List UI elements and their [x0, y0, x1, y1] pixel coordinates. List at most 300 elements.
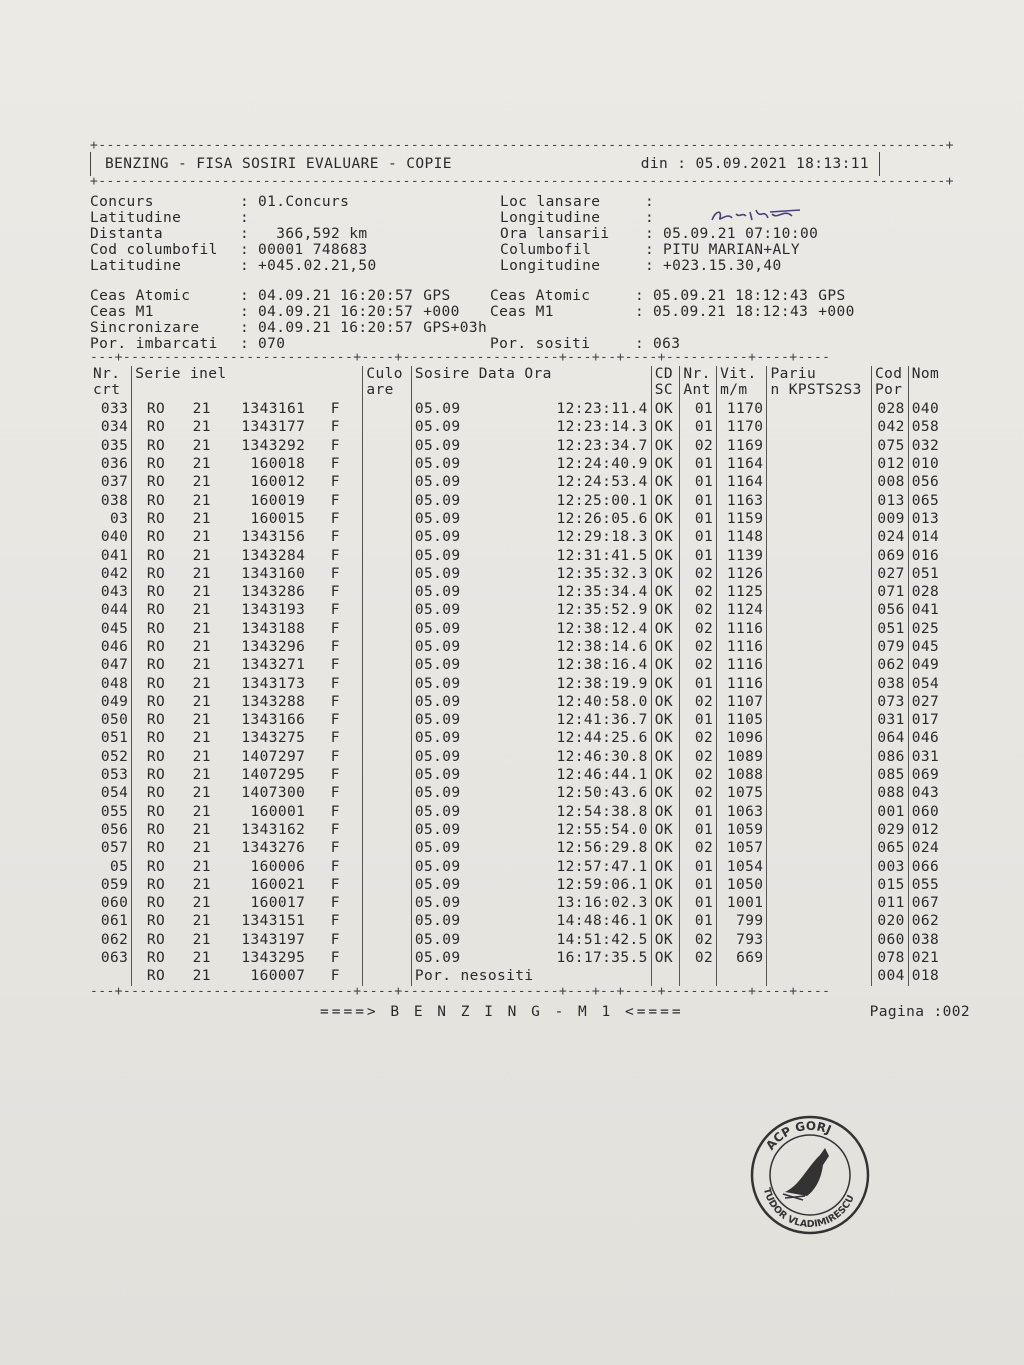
- cell-date: 05.09: [414, 767, 461, 784]
- cell-nr: 062: [90, 931, 132, 949]
- cell-sex: F: [308, 455, 363, 473]
- race-info-left-value: +045.02.21,50: [258, 258, 377, 274]
- cell-empty: [767, 729, 872, 747]
- cell-cd: OK: [651, 693, 680, 711]
- cell-empty: [767, 857, 872, 875]
- cell-sex: F: [308, 693, 363, 711]
- cell-ro: RO: [146, 895, 166, 912]
- cell-vit: 1059: [717, 821, 767, 839]
- cell-time: 12:23:14.3: [537, 418, 652, 436]
- cell-ring: 1407297: [241, 748, 306, 765]
- cell-vit: 1088: [717, 766, 767, 784]
- cell-nr: 03: [90, 510, 132, 528]
- cell-date: 05.09: [414, 602, 461, 619]
- cell-ro: RO: [146, 584, 166, 601]
- cell-ring: 1343286: [241, 584, 306, 601]
- clock-right-value: 05.09.21 18:12:43: [653, 304, 809, 320]
- cell-ring: 160001: [250, 803, 306, 820]
- cell-ring: 1343284: [241, 547, 306, 564]
- race-info-left-separator: :: [240, 226, 250, 242]
- cell-ro: RO: [146, 931, 166, 948]
- header-pariu: Pariu n KPSTS2S3: [767, 366, 872, 400]
- cell-vit: 1170: [717, 418, 767, 436]
- table-row: [90, 620, 950, 638]
- cell-ant: 02: [680, 656, 717, 674]
- cell-empty: [767, 693, 872, 711]
- header-nr-ant: Nr. Ant: [680, 366, 717, 400]
- cell-sex: F: [308, 546, 363, 564]
- cell-date: 05.09: [414, 821, 461, 838]
- cell-empty: [363, 693, 411, 711]
- header-cod: Cod Por: [871, 366, 908, 400]
- cell-vit: 1148: [717, 528, 767, 546]
- cell-sex: F: [308, 473, 363, 491]
- cell-yr: 21: [192, 858, 211, 875]
- cell-yr: 21: [192, 547, 211, 564]
- cell-date: 05.09: [414, 437, 461, 454]
- cell-ring: 1343288: [241, 693, 306, 710]
- race-info-left-label: Latitudine: [90, 210, 182, 226]
- cell-nom: 018: [911, 968, 940, 985]
- clock-left-value: 04.09.21 16:20:57: [258, 288, 414, 304]
- cell-yr: 21: [192, 474, 211, 491]
- cell-nom: 010: [911, 456, 940, 473]
- clock-left-label: Sincronizare: [90, 320, 200, 336]
- cell-date: 05.09: [414, 931, 461, 948]
- table-header-row: [90, 366, 950, 400]
- cell-ro: RO: [146, 876, 166, 893]
- table-row: [90, 565, 950, 583]
- race-info-left-separator: :: [240, 258, 250, 274]
- cell-date: 05.09: [414, 858, 461, 875]
- cell-time: [537, 967, 652, 985]
- cell-date: 05.09: [414, 675, 461, 692]
- cell-nr: 056: [90, 821, 132, 839]
- race-info-right-separator: :: [645, 226, 655, 242]
- cell-date: 05.09: [414, 657, 461, 674]
- header-serie: Serie inel: [132, 366, 363, 400]
- cell-sex: F: [308, 839, 363, 857]
- cell-ant: 02: [680, 931, 717, 949]
- cell-yr: 21: [192, 803, 211, 820]
- cell-sex: F: [308, 656, 363, 674]
- clock-left-extra: GPS+03h: [423, 320, 488, 336]
- cell-yr: 21: [192, 748, 211, 765]
- cell-vit: 1096: [717, 729, 767, 747]
- cell-ring: 1343177: [241, 419, 306, 436]
- cell-cd: OK: [651, 638, 680, 656]
- cell-empty: [363, 418, 411, 436]
- cell-date: 05.09: [414, 730, 461, 747]
- table-row: [90, 967, 950, 985]
- cell-nom: 013: [911, 510, 940, 527]
- cell-ant: 02: [680, 748, 717, 766]
- cell-time: 13:16:02.3: [537, 894, 652, 912]
- cell-time: 14:48:46.1: [537, 912, 652, 930]
- cell-ant: 01: [680, 455, 717, 473]
- cell-time: 12:46:44.1: [537, 766, 652, 784]
- cell-ro: RO: [146, 858, 166, 875]
- cell-nom: 067: [911, 895, 940, 912]
- cell-nr: 061: [90, 912, 132, 930]
- cell-yr: 21: [192, 876, 211, 893]
- cell-empty: [363, 894, 411, 912]
- cell-empty: [363, 857, 411, 875]
- cell-empty: [363, 473, 411, 491]
- cell-nr: 034: [90, 418, 132, 436]
- cell-cd: OK: [651, 729, 680, 747]
- cell-yr: 21: [192, 639, 211, 655]
- race-info-right-separator: :: [645, 194, 655, 210]
- cell-ring: 160019: [250, 492, 306, 509]
- cell-nr: 055: [90, 803, 132, 821]
- cell-empty: [363, 583, 411, 601]
- cell-time: 12:55:54.0: [537, 821, 652, 839]
- cell-cod: 028: [871, 400, 908, 418]
- cell-ring: 160021: [250, 876, 306, 893]
- cell-vit: 1164: [717, 473, 767, 491]
- printout: [90, 140, 970, 1020]
- table-row: [90, 693, 950, 711]
- cell-date: 05.09: [414, 748, 461, 765]
- cell-nom: 038: [911, 931, 940, 948]
- cell-ant: 02: [680, 766, 717, 784]
- cell-nom: 014: [911, 529, 940, 546]
- clock-right-row: [490, 288, 970, 304]
- cell-cd: OK: [651, 546, 680, 564]
- cell-vit: 1139: [717, 546, 767, 564]
- cell-cd: OK: [651, 949, 680, 967]
- race-info-right-row: [500, 226, 970, 242]
- clock-right-label: Ceas M1: [490, 304, 554, 320]
- cell-empty: [363, 638, 411, 656]
- cell-empty: [767, 583, 872, 601]
- cell-date: 05.09: [414, 639, 461, 655]
- cell-nr: 057: [90, 839, 132, 857]
- cell-nom: 055: [911, 876, 940, 893]
- cell-cd: OK: [651, 766, 680, 784]
- cell-cod: 020: [871, 912, 908, 930]
- cell-vit: 1125: [717, 583, 767, 601]
- cell-ant: 01: [680, 821, 717, 839]
- cell-time: 12:44:25.6: [537, 729, 652, 747]
- cell-ant: 01: [680, 473, 717, 491]
- cell-ro: RO: [146, 437, 166, 454]
- cell-date: 05.09: [414, 840, 461, 857]
- cell-vit: [717, 967, 767, 985]
- cell-cod: 071: [871, 583, 908, 601]
- cell-vit: 1063: [717, 803, 767, 821]
- cell-ro: RO: [146, 913, 166, 930]
- cell-ro: RO: [146, 401, 166, 418]
- cell-empty: [363, 839, 411, 857]
- cell-empty: [363, 876, 411, 894]
- header-culoare: Culo are: [363, 366, 411, 400]
- clock-left-value: 070: [258, 336, 286, 352]
- cell-date: 05.09: [414, 456, 461, 473]
- cell-empty: [363, 601, 411, 619]
- clock-left-extra: GPS: [423, 288, 451, 304]
- table-row: [90, 784, 950, 802]
- table-row: [90, 528, 950, 546]
- cell-time: 12:59:06.1: [537, 876, 652, 894]
- cell-date: 05.09: [414, 565, 461, 582]
- cell-time: 12:26:05.6: [537, 510, 652, 528]
- clock-right-value: 063: [653, 336, 681, 352]
- cell-cod: 008: [871, 473, 908, 491]
- cell-vit: 1164: [717, 455, 767, 473]
- cell-yr: 21: [192, 437, 211, 454]
- race-info-right-label: Longitudine: [500, 258, 601, 274]
- cell-nom: 069: [911, 767, 940, 784]
- cell-empty: [767, 546, 872, 564]
- cell-cd: OK: [651, 491, 680, 509]
- cell-date: 05.09: [414, 712, 461, 729]
- cell-sex: F: [308, 784, 363, 802]
- cell-cod: 062: [871, 656, 908, 674]
- cell-ant: 01: [680, 912, 717, 930]
- arrivals-table: [90, 366, 950, 986]
- cell-cd: OK: [651, 857, 680, 875]
- cell-ring: 160015: [250, 510, 306, 527]
- cell-cod: 013: [871, 491, 908, 509]
- race-info-left-value: 01.Concurs: [258, 194, 350, 210]
- cell-empty: [363, 912, 411, 930]
- cell-empty: [767, 620, 872, 638]
- cell-nr: 060: [90, 894, 132, 912]
- cell-empty: [767, 656, 872, 674]
- cell-cd: OK: [651, 912, 680, 930]
- cell-nr: [90, 967, 132, 985]
- cell-nr: 042: [90, 565, 132, 583]
- cell-vit: 799: [717, 912, 767, 930]
- cell-vit: 1116: [717, 674, 767, 692]
- svg-text:TUDOR VLADIMIRESCU: TUDOR VLADIMIRESCU: [760, 1186, 857, 1231]
- cell-nom: 028: [911, 584, 940, 601]
- table-row: [90, 821, 950, 839]
- cell-cod: 064: [871, 729, 908, 747]
- cell-empty: [767, 967, 872, 985]
- cell-ring: 1343166: [241, 712, 306, 729]
- cell-nr: 044: [90, 601, 132, 619]
- cell-nom: 021: [911, 950, 940, 967]
- race-info-left-value: 366,592 km: [258, 226, 368, 242]
- table-row: [90, 473, 950, 491]
- cell-ring: 1343160: [241, 565, 306, 582]
- cell-yr: 21: [192, 968, 211, 985]
- cell-empty: [767, 528, 872, 546]
- cell-nr: 037: [90, 473, 132, 491]
- cell-yr: 21: [192, 456, 211, 473]
- footer: [90, 1004, 970, 1020]
- cell-yr: 21: [192, 584, 211, 601]
- cell-vit: 669: [717, 949, 767, 967]
- cell-empty: [363, 784, 411, 802]
- clock-left-label: Ceas Atomic: [90, 288, 191, 304]
- cell-ring: 1343275: [241, 730, 306, 747]
- cell-nr: 045: [90, 620, 132, 638]
- clock-right-separator: :: [635, 304, 645, 320]
- cell-ant: 01: [680, 400, 717, 418]
- cell-yr: 21: [192, 657, 211, 674]
- cell-nom: 065: [911, 492, 940, 509]
- cell-ring: 1343276: [241, 840, 306, 857]
- cell-sex: F: [308, 510, 363, 528]
- cell-empty: [767, 400, 872, 418]
- clock-right-extra: +000: [818, 304, 855, 320]
- cell-sex: F: [308, 931, 363, 949]
- cell-sex: F: [308, 949, 363, 967]
- cell-ring: 1343292: [241, 437, 306, 454]
- cell-empty: [363, 821, 411, 839]
- cell-date: 05.09: [414, 895, 461, 912]
- cell-cd: OK: [651, 674, 680, 692]
- cell-empty: [363, 528, 411, 546]
- cell-ro: RO: [146, 693, 166, 710]
- cell-vit: 1169: [717, 437, 767, 455]
- cell-cod: 031: [871, 711, 908, 729]
- cell-ro: RO: [146, 657, 166, 674]
- cell-cd: OK: [651, 876, 680, 894]
- race-info-left-label: Latitudine: [90, 258, 182, 274]
- table-row: [90, 601, 950, 619]
- cell-ant: 02: [680, 565, 717, 583]
- table-row: [90, 894, 950, 912]
- race-info-right-separator: :: [645, 242, 655, 258]
- cell-empty: [767, 418, 872, 436]
- header-nr: Nr. crt: [90, 366, 132, 400]
- cell-ro: RO: [146, 456, 166, 473]
- cell-yr: 21: [192, 602, 211, 619]
- cell-sex: F: [308, 400, 363, 418]
- cell-cd: OK: [651, 894, 680, 912]
- cell-vit: 1116: [717, 656, 767, 674]
- cell-sex: F: [308, 491, 363, 509]
- cell-nr: 035: [90, 437, 132, 455]
- cell-time: 12:35:34.4: [537, 583, 652, 601]
- table-row: [90, 857, 950, 875]
- race-info-left-row: [90, 242, 500, 258]
- cell-yr: 21: [192, 712, 211, 729]
- cell-empty: [767, 949, 872, 967]
- cell-cd: OK: [651, 418, 680, 436]
- cell-nom: 049: [911, 657, 940, 674]
- cell-sex: F: [308, 565, 363, 583]
- cell-time: 12:50:43.6: [537, 784, 652, 802]
- cell-ant: 01: [680, 803, 717, 821]
- cell-ro: RO: [146, 492, 166, 509]
- table-row: [90, 729, 950, 747]
- cell-ring: 1407300: [241, 785, 306, 802]
- cell-empty: [767, 711, 872, 729]
- clock-left-row: [90, 320, 490, 336]
- cell-cd: OK: [651, 510, 680, 528]
- cell-vit: 1116: [717, 638, 767, 656]
- cell-ring: 1407295: [241, 767, 306, 784]
- cell-sex: F: [308, 748, 363, 766]
- cell-cd: OK: [651, 583, 680, 601]
- table-row: [90, 583, 950, 601]
- cell-empty: [767, 473, 872, 491]
- cell-sex: F: [308, 601, 363, 619]
- cell-sex: F: [308, 912, 363, 930]
- table-row: [90, 656, 950, 674]
- clock-info-left: [90, 288, 490, 352]
- clock-right-separator: [635, 320, 653, 336]
- cell-ro: RO: [146, 547, 166, 564]
- cell-vit: 1124: [717, 601, 767, 619]
- cell-cd: [651, 967, 680, 985]
- cell-empty: [767, 437, 872, 455]
- cell-cd: OK: [651, 437, 680, 455]
- cell-empty: [767, 912, 872, 930]
- cell-cod: 060: [871, 931, 908, 949]
- cell-cd: OK: [651, 931, 680, 949]
- cell-cod: 015: [871, 876, 908, 894]
- cell-yr: 21: [192, 913, 211, 930]
- cell-cod: 079: [871, 638, 908, 656]
- cell-time: 12:38:19.9: [537, 674, 652, 692]
- table-row: [90, 766, 950, 784]
- cell-nom: 027: [911, 693, 940, 710]
- clock-right-value: 05.09.21 18:12:43: [653, 288, 809, 304]
- cell-nr: 050: [90, 711, 132, 729]
- clock-right-separator: :: [635, 336, 645, 352]
- cell-empty: [767, 784, 872, 802]
- clock-left-value: 04.09.21 16:20:57: [258, 320, 414, 336]
- table-row: [90, 674, 950, 692]
- table-row: [90, 912, 950, 930]
- cell-ant: 02: [680, 839, 717, 857]
- cell-nr: 053: [90, 766, 132, 784]
- cell-cd: OK: [651, 528, 680, 546]
- table-row: [90, 546, 950, 564]
- cell-empty: [363, 437, 411, 455]
- cell-yr: 21: [192, 675, 211, 692]
- cell-date: 05.09: [414, 547, 461, 564]
- cell-nr: 063: [90, 949, 132, 967]
- cell-empty: [767, 674, 872, 692]
- race-info-right-row: [500, 242, 970, 258]
- cell-empty: [767, 638, 872, 656]
- cell-empty: [767, 894, 872, 912]
- svg-text:ACP GORJ: ACP GORJ: [763, 1118, 834, 1153]
- clock-right-separator: :: [635, 288, 645, 304]
- cell-ring: 160017: [250, 895, 306, 912]
- cell-ring: 1343197: [241, 931, 306, 948]
- cell-empty: [363, 729, 411, 747]
- cell-cd: OK: [651, 803, 680, 821]
- cell-sex: F: [308, 729, 363, 747]
- cell-cd: OK: [651, 748, 680, 766]
- cell-nr: 046: [90, 638, 132, 656]
- race-info-left: [90, 194, 500, 274]
- cell-cod: 075: [871, 437, 908, 455]
- cell-ro: RO: [146, 639, 166, 655]
- cell-ant: 02: [680, 583, 717, 601]
- table-row: [90, 455, 950, 473]
- cell-nr: 048: [90, 674, 132, 692]
- cell-ro: RO: [146, 767, 166, 784]
- cell-empty: [363, 931, 411, 949]
- cell-empty: [767, 803, 872, 821]
- cell-yr: 21: [192, 895, 211, 912]
- cell-cd: OK: [651, 565, 680, 583]
- cell-cod: 042: [871, 418, 908, 436]
- cell-ant: 01: [680, 711, 717, 729]
- cell-date: 05.09: [414, 876, 461, 893]
- clock-left-row: [90, 336, 490, 352]
